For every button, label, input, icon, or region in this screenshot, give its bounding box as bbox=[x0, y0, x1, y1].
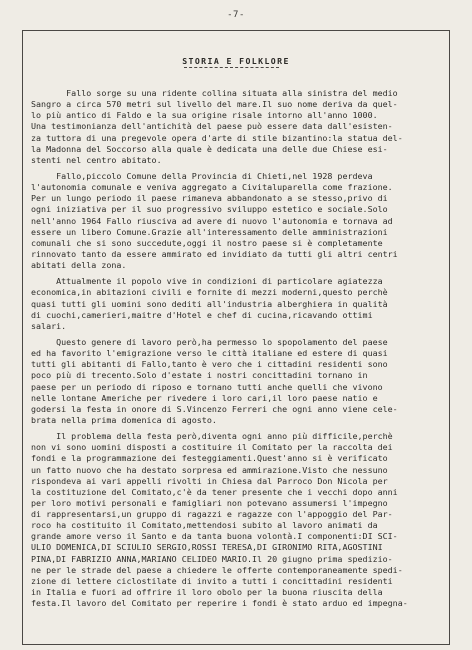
text-line: Questo genere di lavoro però,ha permesso lo spopolamento del paese bbox=[31, 336, 388, 347]
paragraph bbox=[31, 88, 447, 166]
text-line: Fallo,piccolo Comune della Provincia di Chieti,nel 1928 perdeva bbox=[31, 170, 373, 181]
text-line: festa.Il lavoro del Comitato per reperire i fondi è stato arduo ed impegna- bbox=[31, 598, 408, 609]
text-line: la Madonna del Soccorso alla quale è dedicata una delle due Chiese esi- bbox=[31, 143, 388, 154]
text-line: rispondeva ai vari appelli rivolti in Chiesa dal Parroco Don Nicola per bbox=[31, 475, 388, 486]
text-line: poco più di trecento.Solo d'estate i nostri concittadini tornano in bbox=[31, 370, 368, 381]
text-line: Sangro a circa 570 metri sul livello del mare.Il suo nome deriva da quel- bbox=[31, 99, 398, 110]
text-line: stenti nel centro abitato. bbox=[31, 154, 162, 165]
text-line: Una testimonianza dell'antichità del paese può essere data dall'esisten- bbox=[31, 121, 393, 132]
text-line: economica,in abitazioni civili e fornite di mezzi moderni,questo perchè bbox=[31, 287, 388, 298]
text-line: tutti gli abitanti di Fallo,tanto è vero che i cittadini residenti sono bbox=[31, 359, 388, 370]
text-line: di cuochi,camerieri,maitre d'Hotel e chef di cucina,ricavando ottimi bbox=[31, 309, 373, 320]
text-line: ne per le strade del paese a chiedere le offerte contemporaneamente spedi- bbox=[31, 564, 403, 575]
text-line: Per un lungo periodo il paese rimaneva abbandonato a se stesso,privo di bbox=[31, 193, 388, 204]
text-line: essere un libero Comune.Grazie all'interessamento delle amministrazioni bbox=[31, 226, 388, 237]
text-line: non vi sono uomini disposti a costituire il Comitato per la raccolta dei bbox=[31, 442, 393, 453]
text-line: paese per un periodo di riposo e tornano tutti anche quelli che vivono bbox=[31, 381, 383, 392]
text-line: di rappresentarsi,un gruppo di ragazzi e ragazze con l'appoggio del Par- bbox=[31, 509, 393, 520]
text-line: salari. bbox=[31, 320, 67, 331]
text-line: za tuttora di una pregevole opera d'arte di stile bizantino:la statua del- bbox=[31, 132, 403, 143]
text-line: nell'anno 1964 Fallo riusciva ad avere di nuovo l'autonomia e tornava ad bbox=[31, 215, 393, 226]
page-number: -7- bbox=[227, 10, 245, 20]
text-line: comunali che si sono succedute,oggi il nostro paese si è completamente bbox=[31, 237, 383, 248]
text-line: ogni iniziativa per il suo progressivo sviluppo estetico e sociale.Solo bbox=[31, 204, 388, 215]
paragraph bbox=[31, 276, 447, 332]
text-line: in Italia e fuori ad offrire il loro obolo per la buona riuscita della bbox=[31, 587, 383, 598]
text-line: per loro motivi personali e famigliari non potevano assumersi l'impegno bbox=[31, 497, 388, 508]
text-line: zione di lettere ciclostilate di invito a tutti i concittadini residenti bbox=[31, 575, 393, 586]
text-line: roco ha costituito il Comitato,mettendosi subito al lavoro animati da bbox=[31, 520, 378, 531]
section-title: STORIA E FOLKLORE bbox=[182, 56, 290, 66]
text-line: rinnovato tanto da essere ammirato ed invidiato da tutti gli altri centri bbox=[31, 248, 398, 259]
text-line: fondi e la programmazione dei festeggiamenti.Quest'anno si è verificato bbox=[31, 453, 388, 464]
text-line: abitati della zona. bbox=[31, 260, 127, 271]
text-line: PINA,DI FABRIZIO ANNA,MARIANO CELIDEO MARIO.Il 20 giugno prima spedizio- bbox=[31, 553, 393, 564]
paragraph bbox=[31, 431, 447, 609]
text-line: brata nella prima domenica di agosto. bbox=[31, 414, 217, 425]
text-line: Il problema della festa però,diventa ogni anno più difficile,perchè bbox=[31, 431, 393, 442]
text-line: lo più antico di Faldo e la sua origine risale intorno all'anno 1000. bbox=[31, 110, 378, 121]
article-body bbox=[31, 88, 447, 609]
text-line: quasi tutti gli uomini sono dediti all'industria alberghiera in qualità bbox=[31, 298, 388, 309]
text-line: l'autonomia comunale e veniva aggregato a Civitaluparella come frazione. bbox=[31, 182, 393, 193]
paragraph bbox=[31, 171, 447, 271]
text-line: grande amore verso il Santo e da tanta buona volontà.I componenti:DI SCI- bbox=[31, 531, 398, 542]
text-line: Fallo sorge su una ridente collina situata alla sinistra del medio bbox=[31, 88, 398, 98]
text-line: un fatto nuovo che ha destato sorpresa ed ammirazione.Visto che nessuno bbox=[31, 464, 388, 475]
text-line: Attualmente il popolo vive in condizioni di particolare agiatezza bbox=[31, 276, 383, 287]
text-line: ed ha favorito l'emigrazione verso le città italiane ed estere di quasi bbox=[31, 348, 388, 359]
text-line: godersi la festa in onore di S.Vincenzo Ferreri che ogni anno viene cele- bbox=[31, 403, 398, 414]
text-line: nelle lontane Americhe per rivedere i loro cari,il loro paese natio e bbox=[31, 392, 378, 403]
text-line: ULIO DOMENICA,DI SCIULIO SERGIO,ROSSI TERESA,DI GIRONIMO RITA,AGOSTINI bbox=[31, 542, 383, 553]
paragraph bbox=[31, 337, 447, 426]
title-underline bbox=[184, 67, 279, 68]
text-line: la costituzione del Comitato,c'è da tener presente che i vecchi dopo anni bbox=[31, 486, 398, 497]
